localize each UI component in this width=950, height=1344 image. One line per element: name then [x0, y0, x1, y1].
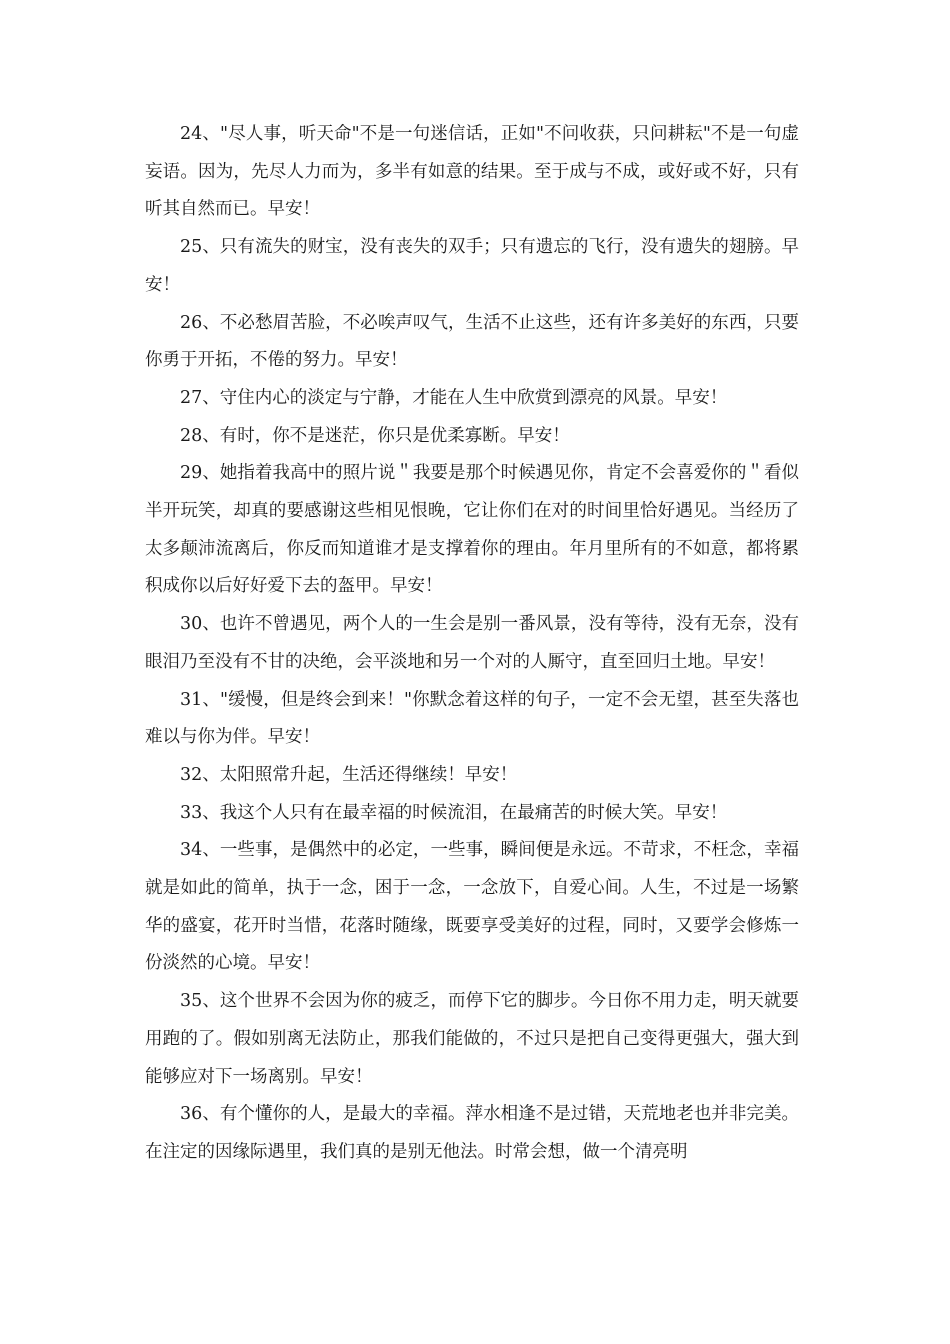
paragraph-29: 29、她指着我高中的照片说＂我要是那个时候遇见你，肯定不会喜爱你的＂看似半开玩笑，却真的要感谢这些相见恨晚，它让你们在对的时间里恰好遇见。当经历了太多颠沛流离后，你反而知道谁才是支撑着你的理由。年月里所有的不如意，都将累积成你以后好好爱下去的盔甲。早安！ [145, 463, 799, 597]
paragraph-27: 27、守住内心的淡定与宁静，才能在人生中欣赏到漂亮的风景。早安！ [180, 387, 728, 408]
paragraph-31: 31、"缓慢，但是终会到来！"你默念着这样的句子，一定不会无望，甚至失落也难以与你为伴。早安！ [145, 689, 799, 748]
paragraph-34: 34、一些事，是偶然中的必定，一些事，瞬间便是永远。不苛求，不枉念，幸福就是如此的简单，执于一念，困于一念，一念放下，自爱心间。人生，不过是一场繁华的盛宴，花开时当惜，花落时随缘，既要享受美好的过程，同时，又要学会修炼一份淡然的心境。早安！ [145, 840, 799, 974]
paragraph-33: 33、我这个人只有在最幸福的时候流泪，在最痛苦的时候大笑。早安！ [180, 802, 728, 823]
paragraph-26: 26、不必愁眉苦脸，不必唉声叹气，生活不止这些，还有许多美好的东西，只要你勇于开拓，不倦的努力。早安！ [145, 312, 799, 371]
paragraph-36: 36、有个懂你的人，是最大的幸福。萍水相逢不是过错，天荒地老也并非完美。在注定的因缘际遇里，我们真的是别无他法。时常会想，做一个清亮明 [145, 1104, 799, 1162]
paragraph-30: 30、也许不曾遇见，两个人的一生会是别一番风景，没有等待，没有无奈，没有眼泪乃至没有不甘的决绝，会平淡地和另一个对的人厮守，直至回归土地。早安！ [145, 614, 799, 672]
paragraph-35: 35、这个世界不会因为你的疲乏，而停下它的脚步。今日你不用力走，明天就要用跑的了。假如别离无法防止，那我们能做的，不过只是把自己变得更强大，强大到能够应对下一场离别。早安！ [145, 991, 799, 1087]
paragraph-25: 25、只有流失的财宝，没有丧失的双手；只有遗忘的飞行，没有遗失的翅膀。早安！ [145, 237, 799, 295]
paragraph-32: 32、太阳照常升起，生活还得继续！早安！ [180, 764, 518, 785]
paragraph-28: 28、有时，你不是迷茫，你只是优柔寡断。早安！ [180, 425, 570, 446]
document-body [145, 116, 799, 1172]
paragraph-24: 24、"尽人事，听天命"不是一句迷信话，正如"不问收获，只问耕耘"不是一句虚妄语。因为，先尽人力而为，多半有如意的结果。至于成与不成，或好或不好，只有听其自然而已。早安！ [145, 124, 799, 220]
